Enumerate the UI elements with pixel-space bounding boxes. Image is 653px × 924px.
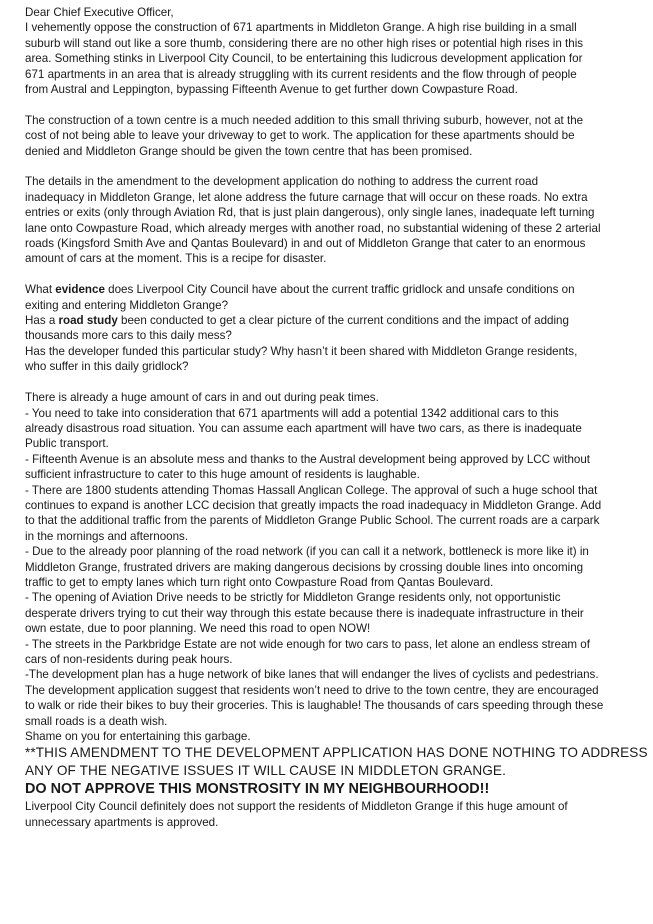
text-line: traffic to get to empty lanes which turn right onto Cowpasture Road from Qantas Boulevard. xyxy=(25,575,494,589)
text-line: Middleton Grange, frustrated drivers are making dangerous decisions by crossing double lines into oncoming xyxy=(25,560,584,574)
text-line: There is already a huge amount of cars in and out during peak times. xyxy=(25,391,379,405)
text-line: I vehemently oppose the construction of 671 apartments in Middleton Grange. A high rise building in a small xyxy=(25,21,577,35)
text-line: inadequacy in Middleton Grange, let alone address the future carnage that will occur on these roads. No extra xyxy=(25,190,588,204)
paragraph-peak-times xyxy=(25,390,653,744)
text-line: The details in the amendment to the development application do nothing to address the current road xyxy=(25,175,539,189)
paragraph-gap xyxy=(25,97,653,112)
text-line: amount of cars at the moment. This is a recipe for disaster. xyxy=(25,252,327,266)
paragraph-gap xyxy=(25,375,653,390)
text-line: thousands more cars to this daily mess? xyxy=(25,329,232,343)
text-line: ANY OF THE NEGATIVE ISSUES IT WILL CAUSE IN MIDDLETON GRANGE. xyxy=(25,763,506,779)
salutation: Dear Chief Executive Officer, xyxy=(25,6,174,19)
paragraph-gap xyxy=(25,267,653,282)
text-line: The construction of a town centre is a much needed addition to this small thriving suburb, however, not at the xyxy=(25,113,584,127)
text-line: cars of non-residents during peak hours. xyxy=(25,653,233,666)
text-line: The development application suggest that residents won’t need to drive to the town centre, they are encouraged xyxy=(25,683,599,697)
text-line: - Fifteenth Avenue is an absolute mess and thanks to the Austral development being approved by LCC without xyxy=(25,452,591,466)
question-road-study: Has a road study been conducted to get a clear picture of the current conditions and the impact of adding xyxy=(25,314,569,328)
text-line: own estate, due to poor planning. We need this road to open NOW! xyxy=(25,622,371,636)
text-line: roads (Kingsford Smith Ave and Qantas Boulevard) in and out of Middleton Grange that cater to an enormous xyxy=(25,237,586,251)
text-line: **THIS AMENDMENT TO THE DEVELOPMENT APPLICATION HAS DONE NOTHING TO ADDRESS xyxy=(25,745,648,761)
text-line: - You need to take into consideration that 671 apartments will add a potential 1342 additional cars to this xyxy=(25,406,559,420)
paragraph-road-details xyxy=(25,174,653,266)
text-line: desperate drivers trying to cut their way through this estate because there is inadequate infrastructure in their xyxy=(25,606,584,620)
text-line: cost of not being able to leave your driveway to get to work. The application for these apartments should be xyxy=(25,129,575,143)
text-line: to walk or ride their bikes to buy their groceries. This is laughable! The thousands of cars speeding through these xyxy=(25,699,604,713)
text-line: 671 apartments in an area that is already struggling with its current residents and the flow through of people xyxy=(25,67,577,81)
text-line: small roads is a death wish. xyxy=(25,714,168,728)
text-line: lane onto Cowpasture Road, which already merges with another road, no substantial widening of these 2 arterial xyxy=(25,221,601,235)
text-line: -The development plan has a huge network of bike lanes that will endanger the lives of cyclists and pedestrians. xyxy=(25,668,599,682)
text-line: Public transport. xyxy=(25,437,109,451)
headline: DO NOT APPROVE THIS MONSTROSITY IN MY NEIGHBOURHOOD!! xyxy=(25,781,490,798)
text-line: Shame on you for entertaining this garbage. xyxy=(25,730,251,744)
text-line: - The streets in the Parkbridge Estate are not wide enough for two cars to pass, let alone an endless stream of xyxy=(25,637,590,651)
paragraph-town-centre xyxy=(25,113,653,159)
text-line: - The opening of Aviation Drive needs to be strictly for Middleton Grange residents only, not opportunistic xyxy=(25,591,561,605)
paragraph-opposition xyxy=(25,20,653,97)
text-line: to that the additional traffic from the parents of Middleton Grange Public School. The current roads are a carpark xyxy=(25,514,600,528)
paragraph-gap xyxy=(25,159,653,174)
text-line: from Austral and Leppington, bypassing Fifteenth Avenue to get further down Cowpasture Road. xyxy=(25,83,518,97)
text-line: continues to expand is another LCC decision that greatly impacts the road inadequacy in Middleton Grange. Add xyxy=(25,498,602,512)
text-line: who suffer in this daily gridlock? xyxy=(25,360,189,374)
text-line: suburb will stand out like a sore thumb, considering there are no other high rises or potential high rises in this xyxy=(25,36,584,50)
text-line: denied and Middleton Grange should be given the town centre that has been promised. xyxy=(25,144,473,158)
text-line: sufficient infrastructure to cater to this huge amount of residents is laughable. xyxy=(25,468,420,482)
text-line: Has the developer funded this particular study? Why hasn’t it been shared with Middleton Grange residents, xyxy=(25,344,578,358)
closing-paragraph xyxy=(25,799,653,830)
paragraph-questions xyxy=(25,282,653,374)
text-line: exiting and entering Middleton Grange? xyxy=(25,298,229,312)
text-line: already disastrous road situation. You can assume each apartment will have two cars, as there is inadequate xyxy=(25,421,582,435)
text-line: in the mornings and afternoons. xyxy=(25,529,189,543)
question-evidence: What evidence does Liverpool City Council have about the current traffic gridlock and unsafe conditions on xyxy=(25,283,575,297)
text-line: area. Something stinks in Liverpool City Council, to be entertaining this ludicrous development application for xyxy=(25,52,583,66)
text-line: - There are 1800 students attending Thomas Hassall Anglican College. The approval of such a huge school that xyxy=(25,483,598,497)
text-line: Liverpool City Council definitely does not support the residents of Middleton Grange if this huge amount of xyxy=(25,800,568,814)
text-line: entries or exits (only through Aviation Rd, that is just plain dangerous), only single lanes, inadequate left turning xyxy=(25,206,595,220)
caps-statement xyxy=(25,744,653,780)
text-line: unnecessary apartments is approved. xyxy=(25,815,219,829)
text-line: - Due to the already poor planning of the road network (if you can call it a network, bottleneck is more like it) in xyxy=(25,545,589,559)
